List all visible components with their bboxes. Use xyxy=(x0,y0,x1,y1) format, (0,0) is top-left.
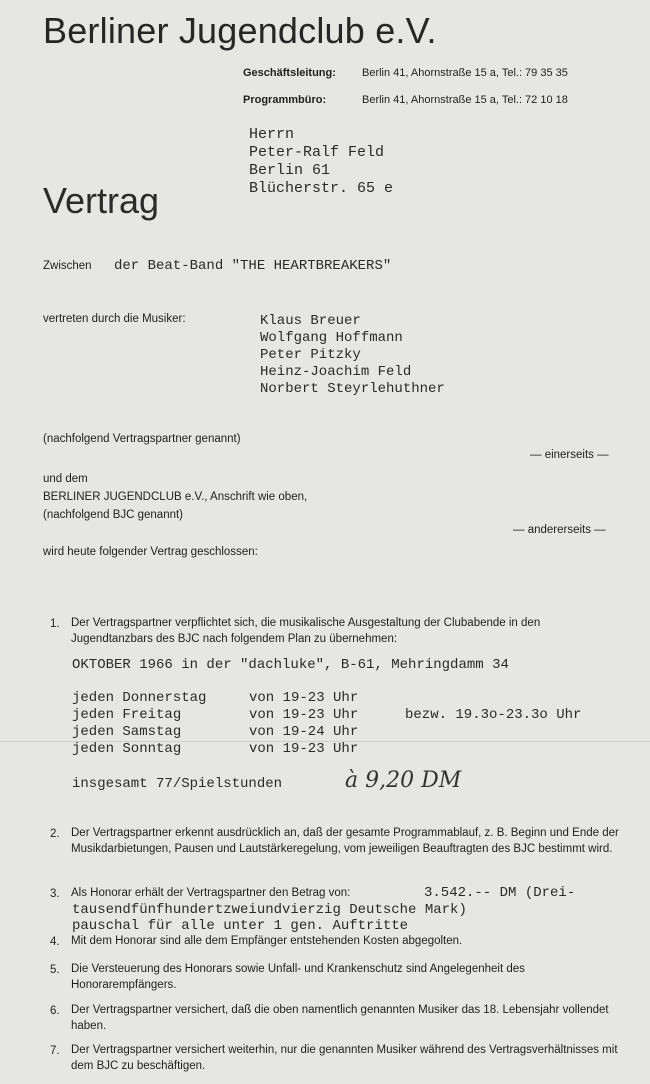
item-number: 7. xyxy=(50,1045,60,1057)
item-number: 5. xyxy=(50,964,60,976)
handwritten-rate: à 9,20 DM xyxy=(345,768,462,793)
schedule-total: insgesamt 77/Spielstunden xyxy=(72,776,283,792)
document-title: Vertrag xyxy=(43,180,160,221)
recipient-line: Peter-Ralf Feld xyxy=(249,144,385,161)
item-number: 1. xyxy=(50,618,60,630)
item-number: 2. xyxy=(50,828,60,840)
item-number: 3. xyxy=(50,888,60,900)
recipient-line: Berlin 61 xyxy=(249,162,331,179)
schedule-time: von 19-23 Uhr xyxy=(249,741,359,757)
partner-note: (nachfolgend Vertragspartner genannt) xyxy=(43,433,241,445)
schedule-alt-time: bezw. 19.3o-23.3o Uhr xyxy=(405,707,582,723)
schedule-day: jeden Sonntag xyxy=(72,741,182,757)
item-text: Der Vertragspartner verpflichtet sich, die musikalische Ausgestaltung der Clubabende in den Jugendtanzbars des BJC nach folgendem Plan zu übernehmen: xyxy=(71,617,541,645)
item-text: Die Versteuerung des Honorars sowie Unfall- und Krankenschutz sind Angelegenheit des Honorarempfängers. xyxy=(71,963,525,991)
item-text: Der Vertragspartner erkennt ausdrücklich an, daß der gesamte Programmablauf, z. B. Beginn und Ende der Musikdarbietungen, Pausen und Lautstärkeregelung, vom jeweiligen Beauftragten des BJC bestimmt wird. xyxy=(71,827,619,855)
musician-name: Norbert Steyrlehuthner xyxy=(260,381,445,397)
fee-amount: 3.542.-- DM (Drei- xyxy=(424,885,576,901)
represented-label: vertreten durch die Musiker: xyxy=(43,313,186,325)
office-address-program: Berlin 41, Ahornstraße 15 a, Tel.: 72 10 18 xyxy=(362,94,568,106)
fee-amount-words: tausendfünfhundertzweiundvierzig Deutsche Mark) xyxy=(72,902,467,918)
office-label-management: Geschäftsleitung: xyxy=(243,67,336,79)
office-address-management: Berlin 41, Ahornstraße 15 a, Tel.: 79 35 35 xyxy=(362,67,568,79)
musician-name: Heinz-Joachim Feld xyxy=(260,364,412,380)
musician-name: Klaus Breuer xyxy=(260,313,361,329)
item-text: Der Vertragspartner versichert, daß die oben namentlich genannten Musiker das 18. Lebensjahr vollendet haben. xyxy=(71,1004,609,1032)
recipient-line: Herrn xyxy=(249,126,295,143)
fee-flat-rate: pauschal für alle unter 1 gen. Auftritte xyxy=(72,918,409,934)
between-label: Zwischen xyxy=(43,260,92,272)
musician-name: Peter Pitzky xyxy=(260,347,361,363)
andererseits-label: — andererseits — xyxy=(513,524,606,536)
item-text: Als Honorar erhält der Vertragspartner den Betrag von: xyxy=(71,887,351,899)
schedule-day: jeden Freitag xyxy=(72,707,182,723)
and-label: und dem xyxy=(43,473,88,485)
schedule-month-line: OKTOBER 1966 in der "dachluke", B-61, Mehringdamm 34 xyxy=(72,657,509,673)
einerseits-label: — einerseits — xyxy=(530,449,609,461)
club-line: BERLINER JUGENDCLUB e.V., Anschrift wie oben, xyxy=(43,491,308,503)
musician-name: Wolfgang Hoffmann xyxy=(260,330,403,346)
schedule-day: jeden Donnerstag xyxy=(72,690,207,706)
item-number: 4. xyxy=(50,936,60,948)
item-number: 6. xyxy=(50,1005,60,1017)
organization-name: Berliner Jugendclub e.V. xyxy=(43,10,437,51)
concluded-label: wird heute folgender Vertrag geschlossen: xyxy=(43,546,258,558)
schedule-time: von 19-23 Uhr xyxy=(249,690,359,706)
recipient-line: Blücherstr. 65 e xyxy=(249,180,394,197)
item-text: Der Vertragspartner versichert weiterhin, nur die genannten Musiker während des Vertragsverhältnisses mit dem BJC zu beschäftigen. xyxy=(71,1044,618,1072)
schedule-time: von 19-23 Uhr xyxy=(249,707,359,723)
band-name: der Beat-Band "THE HEARTBREAKERS" xyxy=(114,258,392,274)
office-label-program: Programmbüro: xyxy=(243,94,327,106)
item-text: Mit dem Honorar sind alle dem Empfänger entstehenden Kosten abgegolten. xyxy=(71,935,463,947)
schedule-time: von 19-24 Uhr xyxy=(249,724,359,740)
club-note: (nachfolgend BJC genannt) xyxy=(43,509,184,521)
schedule-day: jeden Samstag xyxy=(72,724,182,740)
